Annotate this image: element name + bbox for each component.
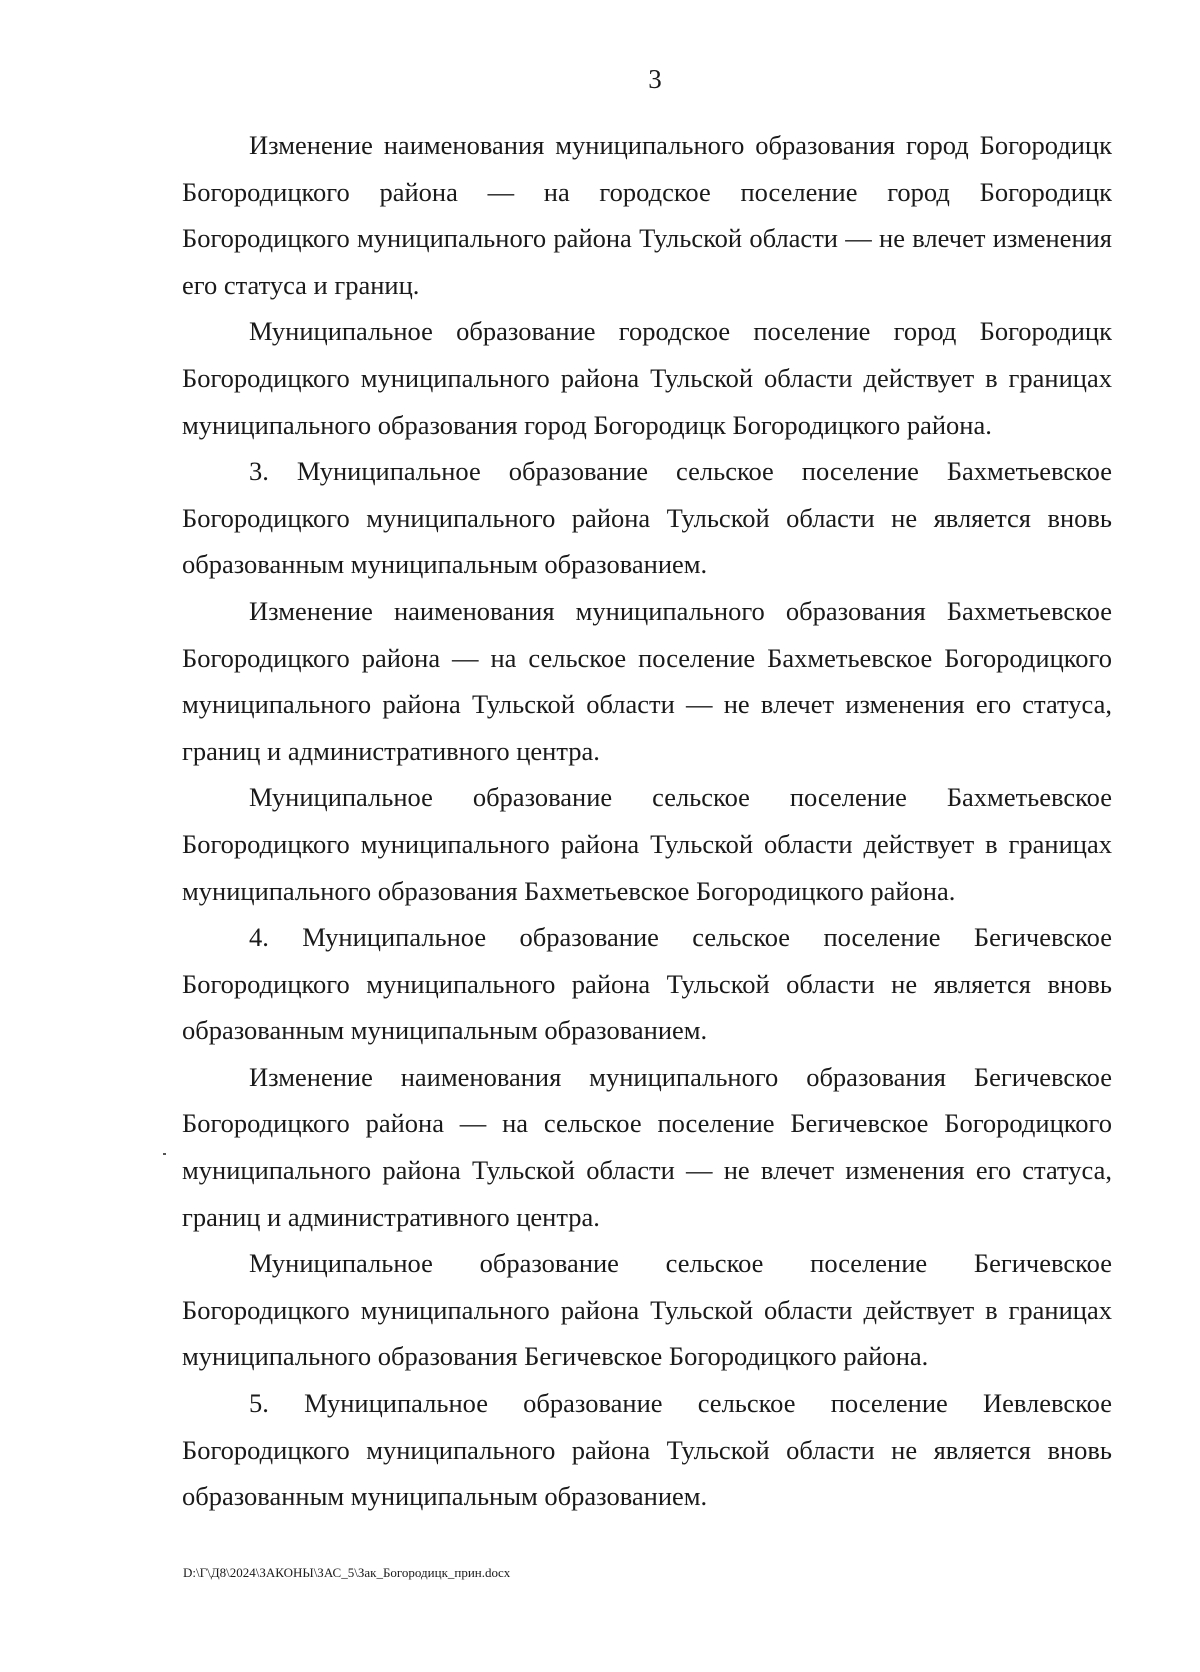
paragraph-name-change-begichevskoe: Изменение наименования муниципального образования Бегичевское Богородицкого района — на сельское поселение Бегичевское Богородицкого муниципального района Тульской области — не влечет изменения его статуса, границ и административного центра.: [182, 1061, 1112, 1232]
document-body: [182, 122, 1112, 1520]
scan-speck: [163, 1153, 166, 1155]
paragraph-item-3-bakhmetevskoe: 3. Муниципальное образование сельское поселение Бахметьевское Богородицкого муниципального района Тульской области не является вновь образованным муниципальным образованием.: [182, 456, 1112, 580]
paragraph-item-5-ievlevskoe: 5. Муниципальное образование сельское поселение Иевлевское Богородицкого муниципального района Тульской области не является вновь образованным муниципальным образованием.: [182, 1388, 1112, 1512]
footer-file-path: D:\Г\Д8\2024\ЗАКОНЫ\ЗАС_5\Зак_Богородицк_прин.docx: [183, 1565, 511, 1580]
paragraph-boundaries-begichevskoe: Муниципальное образование сельское поселение Бегичевское Богородицкого муниципального района Тульской области действует в границах муниципального образования Бегичевское Богородицкого района.: [182, 1248, 1112, 1372]
paragraph-item-4-begichevskoe: 4. Муниципальное образование сельское поселение Бегичевское Богородицкого муниципального района Тульской области не является вновь образованным муниципальным образованием.: [182, 922, 1112, 1046]
page-number: 3: [648, 64, 662, 94]
paragraph-name-change-bogoroditsk: Изменение наименования муниципального образования город Богородицк Богородицкого района — на городское поселение город Богородицк Богородицкого муниципального района Тульской области — не влечет изменения его статуса и границ.: [182, 130, 1112, 300]
paragraph-boundaries-bakhmetevskoe: Муниципальное образование сельское поселение Бахметьевское Богородицкого муниципального района Тульской области действует в границах муниципального образования Бахметьевское Богородицкого района.: [182, 782, 1112, 906]
paragraph-name-change-bakhmetevskoe: Изменение наименования муниципального образования Бахметьевское Богородицкого района — на сельское поселение Бахметьевское Богородицкого муниципального района Тульской области — не влечет изменения его статуса, границ и административного центра.: [182, 595, 1112, 766]
paragraph-boundaries-bogoroditsk: Муниципальное образование городское поселение город Богородицк Богородицкого муниципального района Тульской области действует в границах муниципального образования город Богородицк Богородицкого района.: [182, 316, 1112, 440]
